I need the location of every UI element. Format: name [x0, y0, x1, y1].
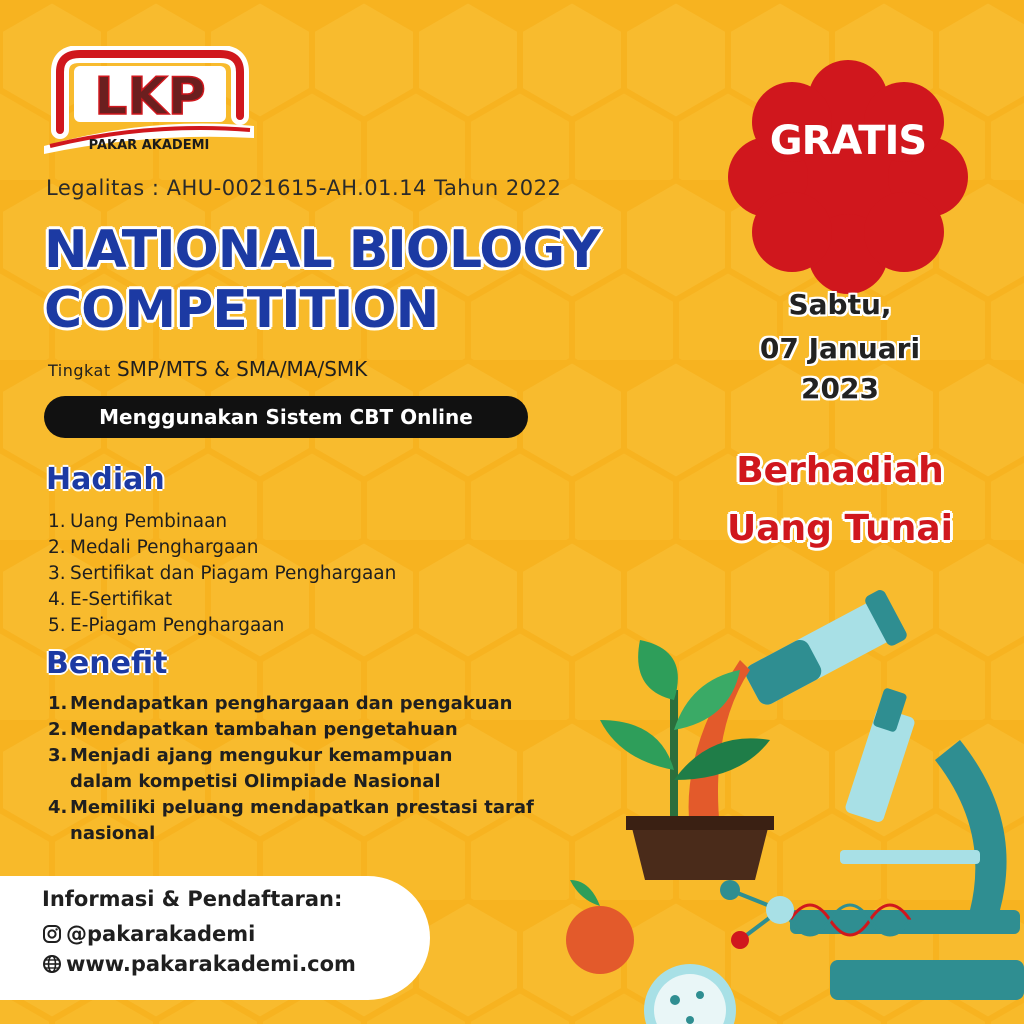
microscope-icon: [790, 687, 1024, 1000]
list-item: 3. Menjadi ajang mengukur kemampuan dalam kompetisi Olimpiade Nasional: [48, 745, 453, 792]
website-url: www.pakarakademi.com: [66, 952, 356, 976]
list-item: 2. Medali Penghargaan: [48, 537, 259, 558]
list-item: 4. Memiliki peluang mendapatkan prestasi taraf nasional: [48, 797, 534, 844]
prize-line1: Berhadiah: [736, 450, 944, 491]
petri-dish-icon: [644, 964, 736, 1024]
instagram-handle: @pakarakademi: [66, 922, 256, 946]
biology-illustration: [540, 580, 1024, 1024]
orange-icon: [566, 880, 634, 974]
list-item: 4. E-Sertifikat: [48, 589, 173, 610]
page-title-line2: COMPETITION: [44, 280, 439, 340]
hadiah-heading: Hadiah: [46, 462, 165, 497]
level-text: [48, 357, 367, 381]
website-link[interactable]: [42, 952, 356, 976]
level-value: SMP/MTS & SMA/MA/SMK: [116, 357, 368, 381]
molecule-icon: [720, 880, 794, 949]
list-item: 5. E-Piagam Penghargaan: [48, 615, 285, 636]
instagram-link[interactable]: [42, 922, 255, 946]
logo-subtitle: PAKAR AKADEMI: [88, 138, 210, 153]
gratis-badge-shape: [724, 60, 972, 294]
list-item: 3. Sertifikat dan Piagam Penghargaan: [48, 563, 397, 584]
contact-heading: Informasi & Pendaftaran:: [42, 887, 343, 911]
instagram-icon: [42, 924, 62, 944]
legal-text: Legalitas : AHU-0021615-AH.01.14 Tahun 2022: [46, 176, 562, 200]
list-item: 1. Mendapatkan penghargaan dan pengakuan: [48, 693, 513, 714]
event-year: 2023: [801, 372, 879, 405]
logo-letters: LKP: [94, 67, 206, 127]
hadiah-list: [48, 509, 396, 639]
event-day: Sabtu,: [788, 288, 892, 321]
globe-icon: [42, 954, 62, 974]
benefit-list: [48, 691, 548, 847]
level-prefix: Tingkat: [48, 361, 111, 380]
gratis-badge: GRATIS: [769, 118, 927, 164]
lkp-logo: [40, 46, 260, 156]
page-title-line1: NATIONAL BIOLOGY: [44, 220, 600, 280]
benefit-heading: Benefit: [46, 646, 168, 681]
cbt-badge: Menggunakan Sistem CBT Online: [44, 396, 528, 438]
list-item: 2. Mendapatkan tambahan pengetahuan: [48, 719, 458, 740]
prize-line2: Uang Tunai: [727, 508, 953, 549]
list-item: 1. Uang Pembinaan: [48, 511, 228, 532]
event-date: 07 Januari: [759, 332, 921, 365]
